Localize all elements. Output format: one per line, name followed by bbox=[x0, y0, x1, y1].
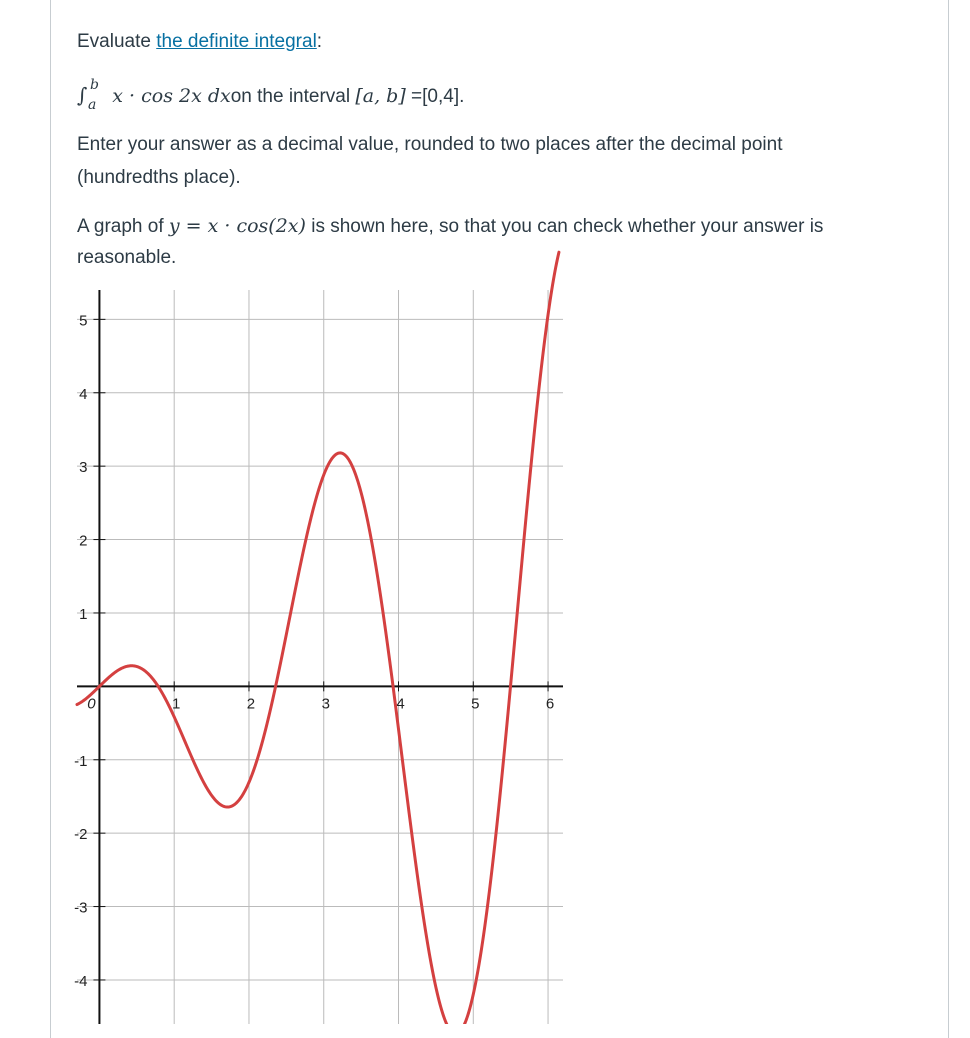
y-tick-label--1: -1 bbox=[74, 752, 88, 770]
prompt-colon: : bbox=[316, 31, 323, 52]
interval-value: =[0,4]. bbox=[405, 86, 465, 107]
y-tick-label-3: 3 bbox=[79, 459, 88, 477]
x-tick-label-0: 0 bbox=[87, 695, 96, 713]
y-tick-label-1: 1 bbox=[79, 605, 88, 623]
integral-upper-limit: b bbox=[90, 77, 99, 93]
function-curve bbox=[77, 252, 559, 1024]
y-tick-label--4: -4 bbox=[74, 972, 88, 990]
graph-intro-prefix: A graph of bbox=[77, 216, 169, 237]
interval-label: on the interval bbox=[230, 86, 356, 107]
prompt-text: Evaluate bbox=[77, 31, 157, 52]
y-tick-label-2: 2 bbox=[79, 532, 88, 550]
x-tick-label-1: 1 bbox=[172, 695, 181, 713]
x-tick-label-3: 3 bbox=[321, 695, 330, 713]
instruction-line-2: (hundredths place). bbox=[77, 167, 241, 188]
integrand: x · cos 2x dx bbox=[112, 85, 231, 107]
x-tick-label-5: 5 bbox=[471, 695, 480, 713]
y-tick-label-4: 4 bbox=[79, 385, 88, 403]
graph-intro-line-2: reasonable. bbox=[77, 247, 177, 268]
y-tick-label-5: 5 bbox=[79, 312, 88, 330]
definite-integral-link[interactable]: the definite integral bbox=[156, 31, 317, 52]
x-tick-label-4: 4 bbox=[396, 695, 405, 713]
integral-symbol: ∫ bbox=[77, 83, 88, 107]
graph-intro-suffix: is shown here, so that you can check whether your answer is bbox=[305, 216, 824, 237]
x-tick-label-2: 2 bbox=[246, 695, 256, 713]
graph-intro-function: y = x · cos(2x) bbox=[168, 215, 306, 237]
interval-math: [a, b] bbox=[355, 85, 406, 107]
x-tick-label-6: 6 bbox=[545, 695, 555, 713]
y-tick-label--3: -3 bbox=[74, 899, 88, 917]
instruction-line-1: Enter your answer as a decimal value, rounded to two places after the decimal point bbox=[77, 134, 783, 155]
integral-lower-limit: a bbox=[88, 97, 97, 113]
y-tick-label--2: -2 bbox=[74, 826, 88, 844]
